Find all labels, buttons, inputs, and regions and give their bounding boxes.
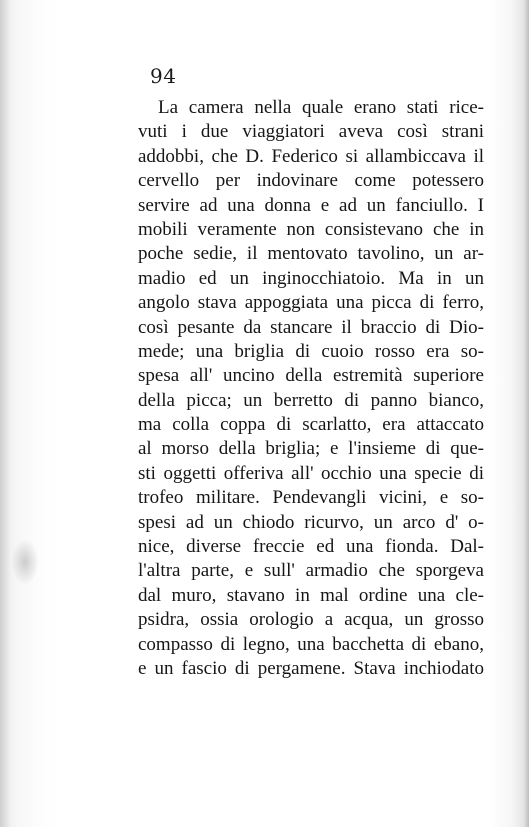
text-line: compasso di legno, una bacchetta di ebano,: [138, 633, 484, 655]
text-line: al morso della briglia; e l'insieme di que-: [138, 438, 484, 460]
text-line: ma colla coppa di scarlatto, era attaccato: [138, 414, 484, 436]
text-line: mede; una briglia di cuoio rosso era so-: [138, 340, 484, 362]
text-line: spesi ad un chiodo ricurvo, un arco d' o-: [138, 511, 484, 533]
text-line: dal muro, stavano in mal ordine una cle-: [138, 584, 484, 606]
text-line: spesa all' uncino della estremità superiore: [138, 365, 484, 387]
text-line: madio ed un inginocchiatoio. Ma in un: [138, 267, 484, 289]
text-line: l'altra parte, e sull' armadio che sporgeva: [138, 560, 484, 582]
text-line: trofeo militare. Pendevangli vicini, e so-: [138, 487, 484, 509]
text-line: sti oggetti offeriva all' occhio una specie di: [138, 462, 484, 484]
text-line: così pesante da stancare il braccio di Dio-: [138, 316, 484, 338]
text-line: angolo stava appoggiata una picca di ferro,: [138, 292, 484, 314]
page-number: 94: [150, 64, 177, 88]
text-line: della picca; un berretto di panno bianco,: [138, 389, 484, 411]
text-line: vuti i due viaggiatori aveva così strani: [138, 121, 484, 143]
text-line: poche sedie, il mentovato tavolino, un ar-: [138, 243, 484, 265]
text-line: mobili veramente non consistevano che in: [138, 218, 484, 240]
page-stain: [12, 540, 38, 584]
text-line: psidra, ossia orologio a acqua, un grosso: [138, 609, 484, 631]
text-line: e un fascio di pergamene. Stava inchiodato: [138, 657, 484, 679]
body-text: [138, 96, 484, 681]
text-line: servire ad una donna e ad un fanciullo. I: [138, 194, 484, 216]
text-line: cervello per indovinare come potessero: [138, 170, 484, 192]
text-line: La camera nella quale erano stati rice-: [158, 97, 484, 118]
text-line: nice, diverse freccie ed una fionda. Dal-: [138, 536, 484, 558]
text-line: addobbi, che D. Federico si allambiccava il: [138, 145, 484, 167]
